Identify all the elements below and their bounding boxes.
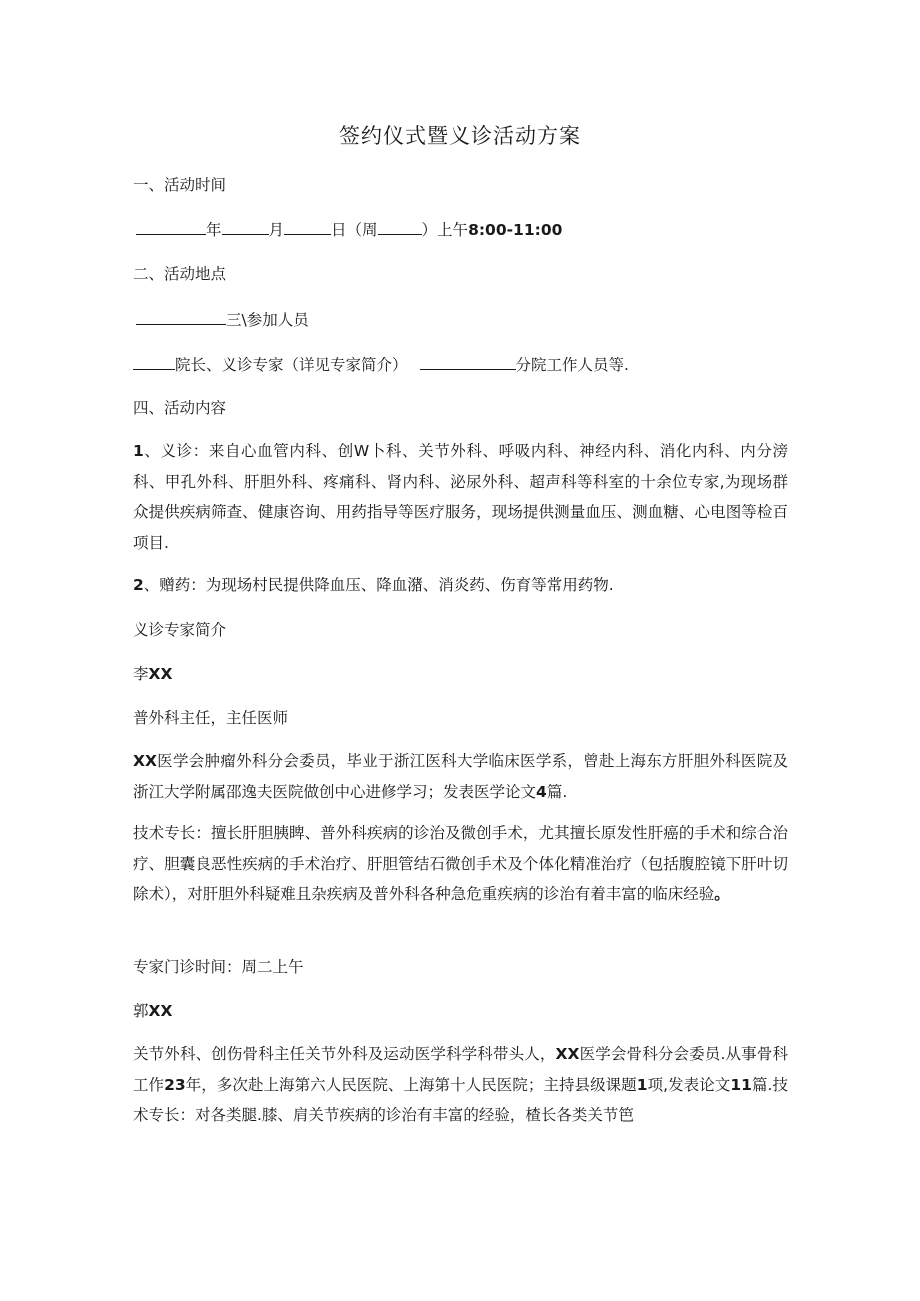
weekday-blank bbox=[378, 219, 422, 235]
month-label: 月 bbox=[268, 221, 285, 239]
document-title: 签约仪式暨义诊活动方案 bbox=[339, 124, 581, 148]
section-heading-content: 四、活动内容 bbox=[133, 399, 227, 417]
expert-2-name: 郭XX bbox=[133, 1002, 173, 1020]
month-blank bbox=[222, 219, 269, 235]
expert-1-bio: XX医学会肿瘤外科分会委员，毕业于浙江医科大学临床医学系，曾赴上海东方肝胆外科医院及浙江大学附属邵逸夫医院做创中心进修学习；发表医学论文4篇. bbox=[133, 752, 788, 801]
place-line bbox=[136, 309, 309, 330]
expert-2-bio: 关节外科、创伤骨科主任关节外科及运动医学科学科带头人，XX医学会骨科分会委员.从事骨科工作23年，多次赴上海第六人民医院、上海第十人民医院；主持县级课题1项,发表论文11篇.技术专长：对各类腿.膝、肩关节疾病的诊治有丰富的经验，楂长各类关节笆 bbox=[133, 1045, 788, 1124]
expert-1-name: 李XX bbox=[133, 665, 173, 683]
section-heading-place: 二、活动地点 bbox=[133, 265, 227, 283]
time-prefix: ）上午 bbox=[421, 221, 469, 239]
expert-1-title: 普外科主任，主任医师 bbox=[133, 709, 289, 727]
attendees-line bbox=[133, 354, 629, 375]
attendees-text-2: 分院工作人员等. bbox=[515, 356, 629, 374]
year-blank bbox=[136, 219, 206, 235]
experts-heading: 义诊专家简介 bbox=[133, 621, 227, 639]
year-label: 年 bbox=[206, 221, 222, 239]
attendees-text-1: 院长、义诊专家（详见专家简介） bbox=[175, 356, 408, 374]
day-blank bbox=[284, 219, 331, 235]
section-heading-time: 一、活动时间 bbox=[133, 176, 227, 194]
content-item-2: 2、赠药：为现场村民提供降血压、降血潴、消炎药、伤育等常用药物. bbox=[133, 576, 614, 594]
time-hours: 8:00-11:00 bbox=[468, 221, 563, 239]
president-blank bbox=[133, 354, 175, 370]
attendees-heading: 三\参加人员 bbox=[226, 311, 309, 329]
branch-blank bbox=[420, 354, 516, 370]
content-item-1: 1、义诊：来自心血管内科、创W卜科、关节外科、呼吸内科、神经内科、消化内科、内分滂科、甲孔外科、肝胆外科、疼痛科、肾内科、泌尿外科、超声科等科室的十余位专家,为现场群众提供疾病筛查、健康咨询、用药指导等医疗服务，现场提供测量血压、测血糖、心电图等检百项目. bbox=[133, 442, 788, 552]
time-line bbox=[136, 219, 562, 240]
day-label: 日（周 bbox=[331, 221, 378, 239]
expert-1-skills: 技术专长：擅长肝胆胰睥、普外科疾病的诊治及微创手术，尤其擅长原发性肝癌的手术和综合治疗、胆囊良恶性疾病的手术治疗、肝胆管结石微创手术及个体化精准治疗（包括腹腔镜下肝叶切除术），对肝胆外科疑难且杂疾病及普外科各种急危重疾病的诊治有着丰富的临床经验。 bbox=[133, 824, 788, 903]
expert-1-clinic: 专家门诊时间：周二上午 bbox=[133, 958, 304, 976]
place-blank bbox=[136, 309, 226, 325]
